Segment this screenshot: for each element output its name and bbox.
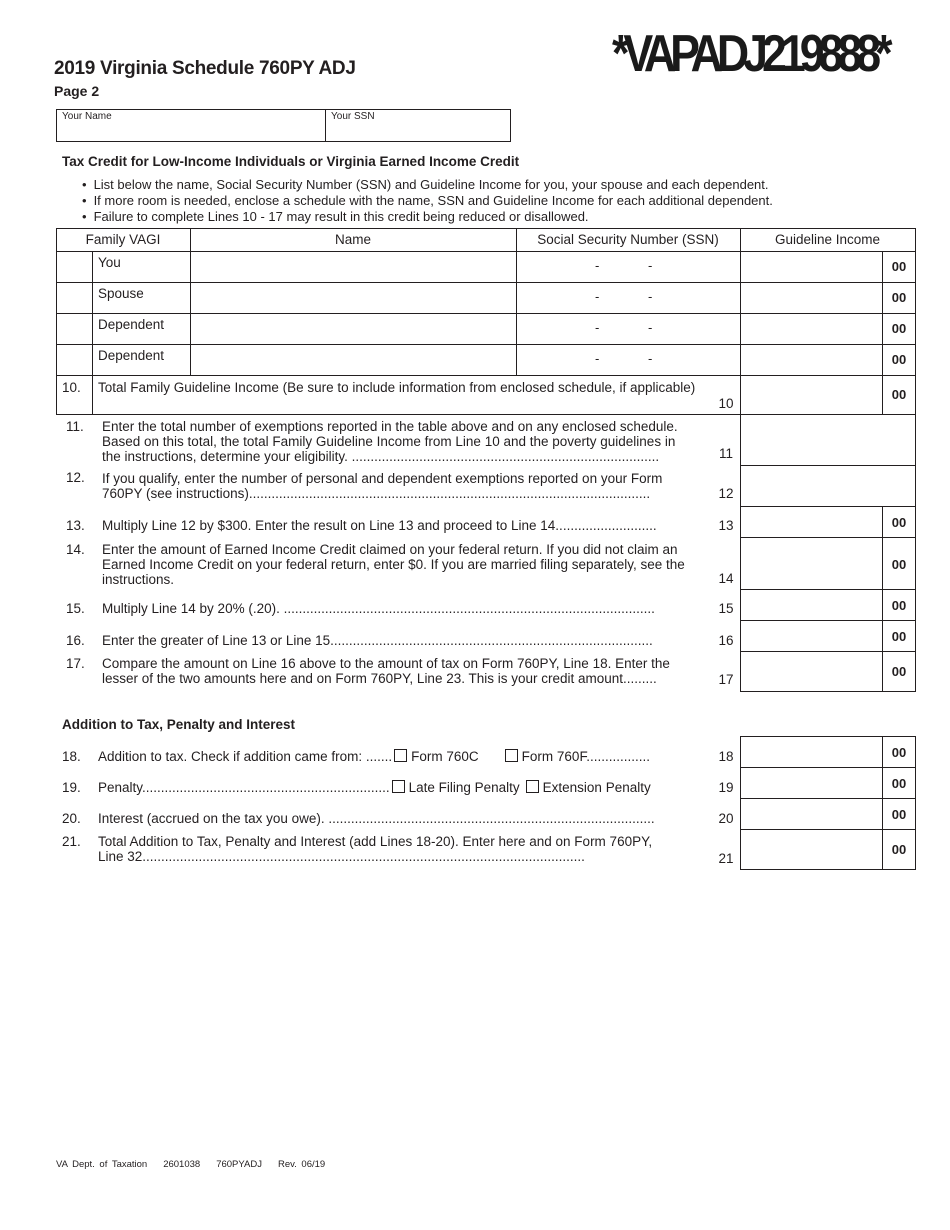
- line-15-input[interactable]: [740, 589, 916, 622]
- column-header-name: Name: [334, 232, 371, 247]
- guideline-income-input[interactable]: [741, 345, 882, 375]
- name-input[interactable]: [191, 283, 516, 313]
- line-18-input[interactable]: [740, 736, 916, 769]
- line-ref: 11: [718, 446, 733, 461]
- your-name-label: Your Name: [62, 111, 112, 122]
- ssn-dash: -: [648, 351, 653, 366]
- line-number: 15.: [66, 601, 85, 616]
- line-number: 19.: [62, 780, 81, 795]
- ssn-dash: -: [648, 258, 653, 273]
- form-barcode: *VAPADJ219888*: [612, 25, 887, 83]
- line-text: Enter the total number of exemptions reported in the table above and on any enclosed schedule. Based on this total, the total Family Guideline Income from Line 10 and the poverty guidelines in the instructions, determine your eligibility. ..................................................................................: [102, 419, 678, 464]
- line-text: Enter the greater of Line 13 or Line 15......................................................................................: [102, 633, 653, 648]
- form-760f-checkbox[interactable]: [505, 749, 518, 762]
- line-13-input[interactable]: [740, 506, 916, 539]
- line-17-input[interactable]: [740, 651, 916, 692]
- line-text: If you qualify, enter the number of personal and dependent exemptions reported on your Form 760PY (see instructions)...........................................................................................................: [102, 471, 663, 501]
- extension-penalty-label: Extension Penalty: [542, 780, 651, 795]
- cents-label: 00: [882, 799, 915, 830]
- ssn-dash: -: [595, 289, 600, 304]
- section-heading-addition: Addition to Tax, Penalty and Interest: [62, 717, 296, 732]
- line-ref: 12: [718, 486, 734, 501]
- line-number: 14.: [66, 542, 85, 557]
- cents-label: 00: [882, 621, 915, 652]
- instruction-bullet: • If more room is needed, enclose a schedule with the name, SSN and Guideline Income for each additional dependent.: [82, 193, 773, 208]
- line-number: 17.: [66, 656, 85, 671]
- line-text: [98, 780, 688, 795]
- cents-label: 00: [882, 652, 915, 691]
- line-12-input[interactable]: [740, 465, 916, 508]
- column-header-family-vagi: Family VAGI: [85, 232, 161, 247]
- cents-label: 00: [891, 321, 907, 336]
- line-20-input[interactable]: [740, 798, 916, 831]
- form-title: 2019 Virginia Schedule 760PY ADJ: [54, 58, 356, 79]
- late-filing-penalty-label: Late Filing Penalty: [408, 780, 520, 795]
- line-text: Compare the amount on Line 16 above to the amount of tax on Form 760PY, Line 18. Enter the lesser of the two amounts here and on Form 760PY, Line 23. This is your credit amount.........: [102, 656, 670, 686]
- guideline-income-input[interactable]: [741, 252, 882, 282]
- line-number: 10.: [62, 380, 81, 395]
- row-label: Spouse: [98, 286, 144, 301]
- instruction-bullet: • List below the name, Social Security Number (SSN) and Guideline Income for you, your spouse and each dependent.: [82, 177, 769, 192]
- your-ssn-field[interactable]: [325, 109, 511, 142]
- ssn-input[interactable]: [517, 314, 740, 344]
- cents-label: 00: [891, 387, 907, 402]
- column-header-ssn: Social Security Number (SSN): [537, 232, 719, 247]
- cents-label: 00: [882, 590, 915, 621]
- late-filing-penalty-checkbox[interactable]: [392, 780, 405, 793]
- line-ref: 13: [718, 518, 734, 533]
- footer-form: 760PYADJ: [216, 1159, 262, 1170]
- page-number: Page 2: [54, 83, 100, 99]
- line-text: Multiply Line 14 by 20% (.20). ...................................................................................................: [102, 601, 655, 616]
- row-label: Dependent: [98, 348, 165, 363]
- section-heading-credit: Tax Credit for Low-Income Individuals or Virginia Earned Income Credit: [62, 154, 520, 169]
- line-ref: 14: [718, 571, 734, 586]
- row-label: You: [98, 255, 121, 270]
- ssn-dash: -: [648, 289, 653, 304]
- row-label: Dependent: [98, 317, 165, 332]
- ssn-dash: -: [595, 320, 600, 335]
- form-760c-checkbox[interactable]: [394, 749, 407, 762]
- line-number: 18.: [62, 749, 81, 764]
- your-ssn-label: Your SSN: [331, 111, 375, 122]
- form-760f-label: Form 760F.................: [521, 749, 650, 764]
- footer-rev: Rev. 06/19: [277, 1159, 326, 1170]
- ssn-dash: -: [648, 320, 653, 335]
- line-21-input[interactable]: [740, 829, 916, 870]
- instruction-bullet: • Failure to complete Lines 10 - 17 may result in this credit being reduced or disallowed.: [82, 209, 589, 224]
- line-text: [98, 749, 688, 764]
- name-input[interactable]: [191, 345, 516, 375]
- line-19-prefix: Penalty..................................................................: [98, 780, 390, 795]
- line-number: 11.: [66, 419, 84, 434]
- ssn-dash: -: [595, 258, 600, 273]
- cents-label: 00: [891, 352, 907, 367]
- line-text: Multiply Line 12 by $300. Enter the result on Line 13 and proceed to Line 14...........................: [102, 518, 657, 533]
- line-14-input[interactable]: [740, 537, 916, 591]
- line-11-input[interactable]: [740, 414, 916, 467]
- ssn-input[interactable]: [517, 283, 740, 313]
- cents-label: 00: [882, 737, 915, 768]
- ssn-input[interactable]: [517, 345, 740, 375]
- cents-label: 00: [891, 290, 907, 305]
- line-16-input[interactable]: [740, 620, 916, 653]
- cents-label: 00: [882, 507, 915, 538]
- line-ref: 15: [718, 601, 734, 616]
- line-ref: 10: [718, 396, 734, 411]
- line-ref: 20: [718, 811, 734, 826]
- line-text: Total Addition to Tax, Penalty and Interest (add Lines 18-20). Enter here and on Form 760PY, Line 32......................................................................................................................: [98, 834, 653, 864]
- name-input[interactable]: [191, 252, 516, 282]
- line-ref: 16: [718, 633, 734, 648]
- form-footer: [56, 1159, 341, 1170]
- line-number: 16.: [66, 633, 85, 648]
- extension-penalty-checkbox[interactable]: [526, 780, 539, 793]
- line-10-input[interactable]: [741, 376, 882, 414]
- ssn-dash: -: [595, 351, 600, 366]
- line-number: 12.: [66, 470, 85, 485]
- guideline-income-input[interactable]: [741, 283, 882, 313]
- your-name-field[interactable]: [56, 109, 327, 142]
- line-number: 20.: [62, 811, 81, 826]
- line-10-text: Total Family Guideline Income (Be sure to include information from enclosed schedule, if applicable): [98, 380, 696, 395]
- cents-label: 00: [882, 768, 915, 799]
- line-ref: 18: [718, 749, 734, 764]
- cents-label: 00: [882, 830, 915, 869]
- cents-label: 00: [891, 259, 907, 274]
- name-input[interactable]: [191, 314, 516, 344]
- line-number: 13.: [66, 518, 85, 533]
- form-760c-label: Form 760C: [411, 749, 479, 764]
- guideline-income-input[interactable]: [741, 314, 882, 344]
- line-19-input[interactable]: [740, 767, 916, 800]
- line-18-prefix: Addition to tax. Check if addition came from: .......: [98, 749, 393, 764]
- line-ref: 21: [718, 851, 734, 866]
- line-text: Enter the amount of Earned Income Credit claimed on your federal return. If you did not claim an Earned Income Credit on your federal return, enter $0. If you are married filing separately, see the instructions.: [102, 542, 685, 587]
- line-number: 21.: [62, 834, 81, 849]
- line-ref: 19: [718, 780, 734, 795]
- footer-dept: VA Dept. of Taxation: [56, 1159, 148, 1170]
- cents-label: 00: [882, 538, 915, 590]
- column-header-guideline-income: Guideline Income: [774, 232, 881, 247]
- line-text: Interest (accrued on the tax you owe). .......................................................................................: [98, 811, 655, 826]
- footer-code: 2601038: [163, 1159, 201, 1170]
- line-ref: 17: [718, 672, 734, 687]
- ssn-input[interactable]: [517, 252, 740, 282]
